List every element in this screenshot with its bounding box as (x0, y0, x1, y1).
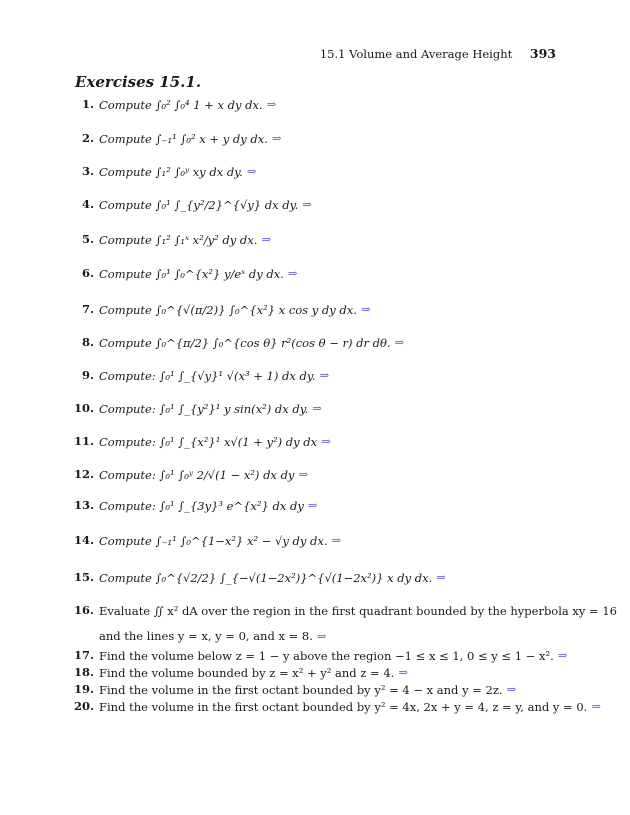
exercise-1: 1. Compute ∫₀² ∫₀⁴ 1 + x dy dx. ⇒ (81, 97, 277, 112)
exercise-5: 5. Compute ∫₁² ∫₁ˣ x²/y² dy dx. ⇒ (81, 232, 272, 247)
solution-link-arrow[interactable]: ⇒ (266, 97, 277, 111)
exercise-15: 15. Compute ∫₀^{√2/2} ∫_{−√(1−2x²)}^{√(1−2x²)} x dy dx. ⇒ (73, 570, 446, 585)
solution-link-arrow[interactable]: ⇒ (394, 335, 405, 349)
exercise-11: 11. Compute: ∫₀¹ ∫_{x²}¹ x√(1 + y²) dy dx ⇒ (73, 434, 331, 449)
exercise-16-continuation: and the lines y = x, y = 0, and x = 8. ⇒ (99, 629, 327, 643)
solution-link-arrow[interactable]: ⇒ (557, 648, 568, 662)
exercise-18: 18. Find the volume bounded by z = x² + y² and z = 4. ⇒ (73, 665, 408, 680)
solution-link-arrow[interactable]: ⇒ (321, 434, 331, 448)
exercise-7: 7. Compute ∫₀^{√(π/2)} ∫₀^{x²} x cos y dy dx. ⇒ (81, 302, 371, 317)
running-head (320, 46, 556, 61)
exercise-19: 19. Find the volume in the first octant bounded by y² = 4 − x and y = 2z. ⇒ (73, 682, 517, 697)
section-title: 15.1 Volume and Average Height (319, 47, 513, 61)
solution-link-arrow[interactable]: ⇒ (312, 401, 322, 415)
page-number: 393 (529, 46, 556, 61)
solution-link-arrow[interactable]: ⇒ (398, 665, 408, 679)
solution-link-arrow[interactable]: ⇒ (298, 467, 309, 481)
solution-link-arrow[interactable]: ⇒ (261, 232, 272, 246)
solution-link-arrow[interactable]: ⇒ (360, 302, 371, 316)
solution-link-arrow[interactable]: ⇒ (319, 368, 330, 382)
exercise-8: 8. Compute ∫₀^{π/2} ∫₀^{cos θ} r²(cos θ − r) dr dθ. ⇒ (81, 335, 405, 350)
exercise-6: 6. Compute ∫₀¹ ∫₀^{x²} y/eˣ dy dx. ⇒ (81, 266, 298, 281)
exercise-9: 9. Compute: ∫₀¹ ∫_{√y}¹ √(x³ + 1) dx dy. ⇒ (81, 368, 330, 383)
solution-link-arrow[interactable]: ⇒ (316, 629, 327, 643)
solution-link-arrow[interactable]: ⇒ (271, 131, 282, 145)
solution-link-arrow[interactable]: ⇒ (506, 682, 517, 696)
exercise-13: 13. Compute: ∫₀¹ ∫_{3y}³ e^{x²} dx dy ⇒ (73, 498, 318, 513)
exercises-heading: Exercises 15.1. (75, 73, 202, 91)
exercise-14: 14. Compute ∫₋₁¹ ∫₀^{1−x²} x² − √y dy dx. ⇒ (73, 533, 342, 548)
solution-link-arrow[interactable]: ⇒ (287, 266, 298, 280)
exercise-4: 4. Compute ∫₀¹ ∫_{y²/2}^{√y} dx dy. ⇒ (81, 197, 312, 212)
solution-link-arrow[interactable]: ⇒ (436, 570, 446, 584)
solution-link-arrow[interactable]: ⇒ (302, 197, 312, 211)
exercise-2: 2. Compute ∫₋₁¹ ∫₀² x + y dy dx. ⇒ (81, 131, 282, 146)
exercise-17: 17. Find the volume below z = 1 − y above the region −1 ≤ x ≤ 1, 0 ≤ y ≤ 1 − x². ⇒ (73, 648, 568, 663)
exercise-10: 10. Compute: ∫₀¹ ∫_{y²}¹ y sin(x²) dx dy. ⇒ (73, 401, 322, 416)
solution-link-arrow[interactable]: ⇒ (307, 498, 318, 512)
solution-link-arrow[interactable]: ⇒ (591, 699, 601, 713)
exercise-12: 12. Compute: ∫₀¹ ∫₀ʸ 2/√(1 − x²) dx dy ⇒ (73, 467, 309, 482)
solution-link-arrow[interactable]: ⇒ (331, 533, 342, 547)
exercise-3: 3. Compute ∫₁² ∫₀ʸ xy dx dy. ⇒ (81, 164, 257, 179)
solution-link-arrow[interactable]: ⇒ (246, 164, 257, 178)
exercise-16: 16. Evaluate ∬ x² dA over the region in the first quadrant bounded by the hyperbola xy = 16 (73, 603, 617, 618)
exercise-20: 20. Find the volume in the first octant bounded by y² = 4x, 2x + y = 4, z = y, and y = 0. ⇒ (73, 699, 601, 714)
